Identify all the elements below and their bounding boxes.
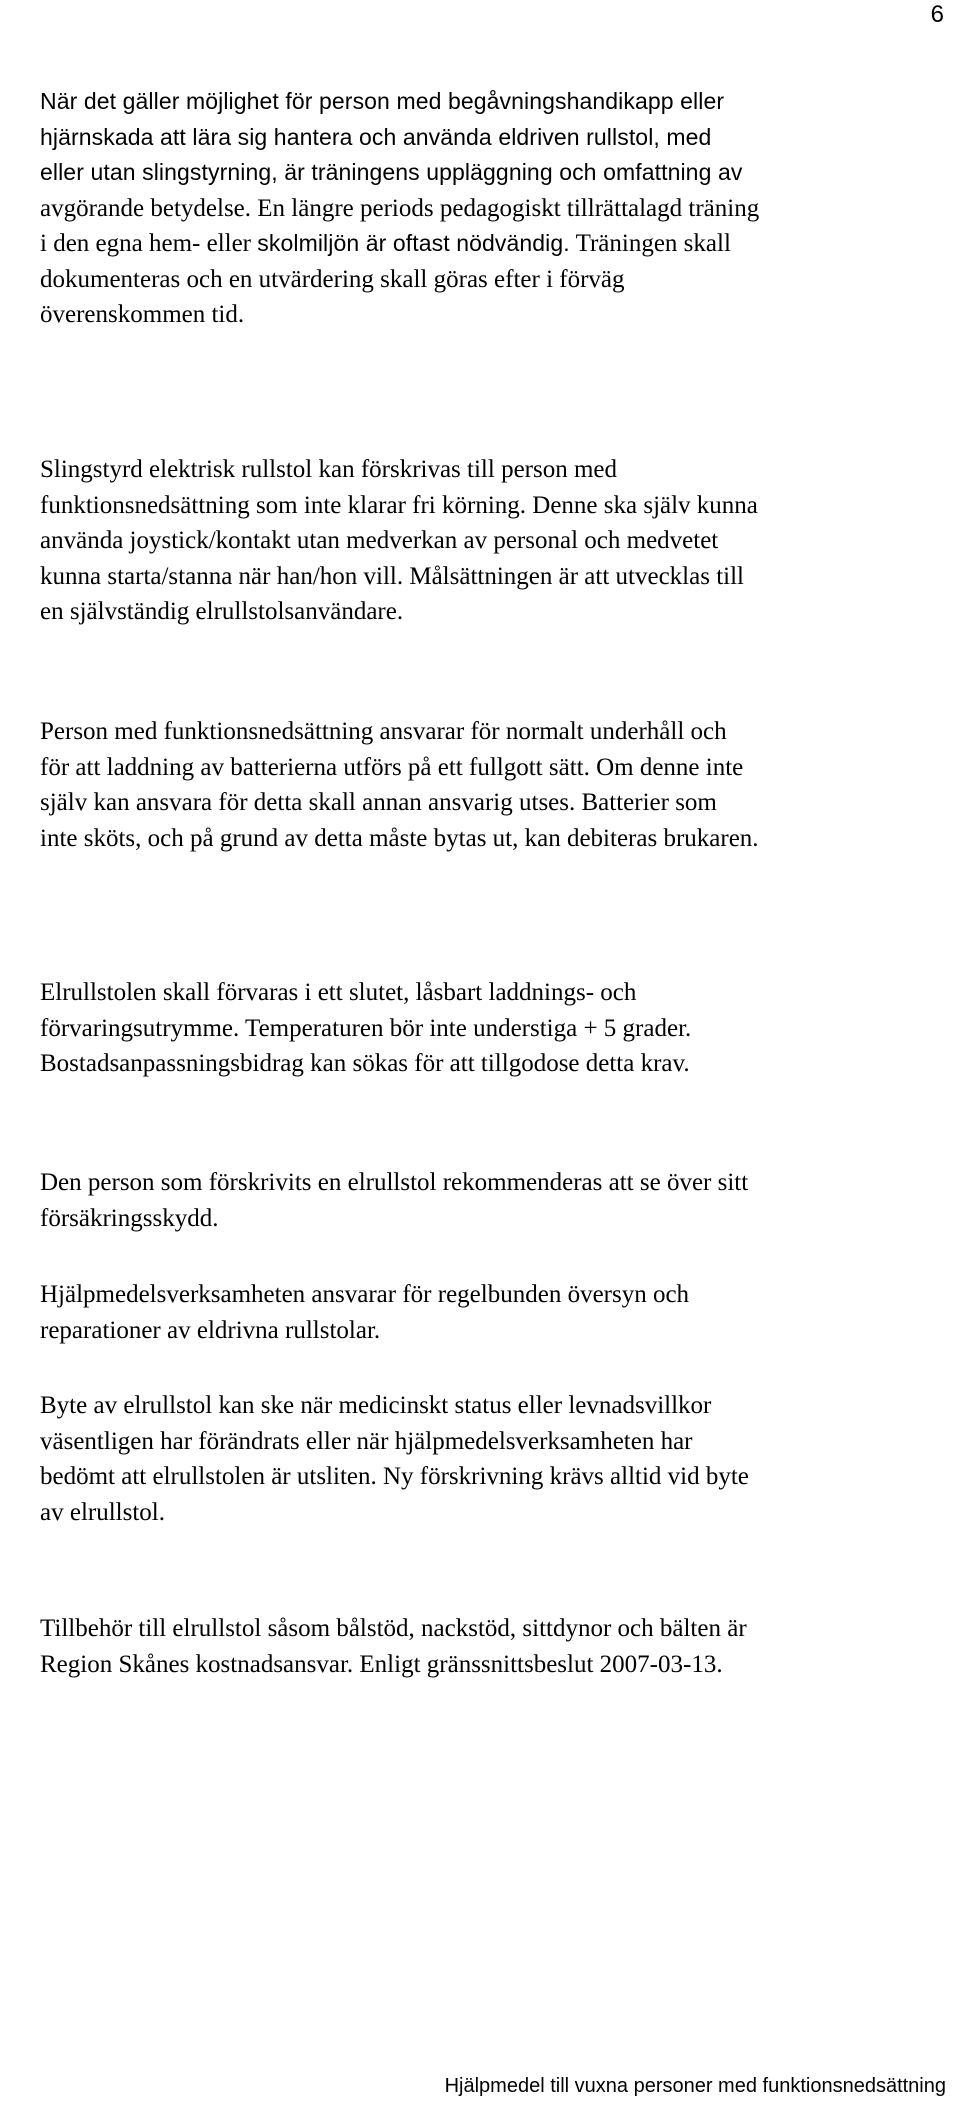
paragraph-loop-control: Slingstyrd elektrisk rullstol kan förskrivas till person med funktionsnedsättning som inte klarar fri körning. Denne ska själv kunna använda joystick/kontakt utan medverkan av personal och medvetet kunna starta/stanna när han/hon vill. Målsättningen är att utvecklas till en självständig elrullstolsanvändare.: [40, 456, 758, 625]
paragraph-storage: Elrullstolen skall förvaras i ett slutet, låsbart laddnings- och förvaringsutrymme. Temperaturen bör inte understiga + 5 grader. Bostadsanpassningsbidrag kan sökas för att tillgodose detta krav.: [40, 979, 692, 1077]
paragraph-training-middle: avgörande betydelse. En längre periods pedagogiskt tillrättalagd träning i den egna hem- eller: [40, 194, 760, 257]
paragraph-insurance: Den person som förskrivits en elrullstol rekommenderas att se över sitt försäkringsskydd.: [40, 1169, 749, 1232]
paragraph-training: [40, 84, 760, 333]
paragraph-repairs: Hjälpmedelsverksamheten ansvarar för regelbunden översyn och reparationer av eldrivna rullstolar.: [40, 1281, 690, 1344]
page-number: 6: [930, 1, 944, 28]
paragraph-training-end: Träningen skall dokumenteras och en utvärdering skall göras efter i förväg överenskommen tid.: [40, 230, 731, 328]
page-footer: Hjälpmedel till vuxna personer med funktionsnedsättning: [444, 2075, 946, 2097]
paragraph-accessories: Tillbehör till elrullstol såsom bålstöd, nackstöd, sittdynor och bälten är Region Skånes kostnadsansvar. Enligt gränssnittsbeslut 2007-03-13.: [40, 1615, 747, 1678]
paragraph-training-intro: När det gäller möjlighet för person med begåvningshandikapp eller hjärnskada att lära sig hantera och använda eldriven rullstol, med eller utan slingstyrning, är träningens uppläggning och omfattning av: [40, 88, 743, 185]
paragraph-maintenance: Person med funktionsnedsättning ansvarar för normalt underhåll och för att laddning av batterierna utförs på ett fullgott sätt. Om denne inte själv kan ansvara för detta skall annan ansvarig utses. Batterier som inte sköts, och på grund av detta måste bytas ut, kan debiteras brukaren.: [40, 718, 759, 852]
paragraph-replacement: Byte av elrullstol kan ske när medicinskt status eller levnadsvillkor väsentligen har förändrats eller när hjälpmedelsverksamheten har bedömt att elrullstolen är utsliten. Ny förskrivning krävs alltid vid byte av elrullstol.: [40, 1392, 749, 1526]
paragraph-training-school: skolmiljön är oftast nödvändig.: [257, 230, 570, 256]
